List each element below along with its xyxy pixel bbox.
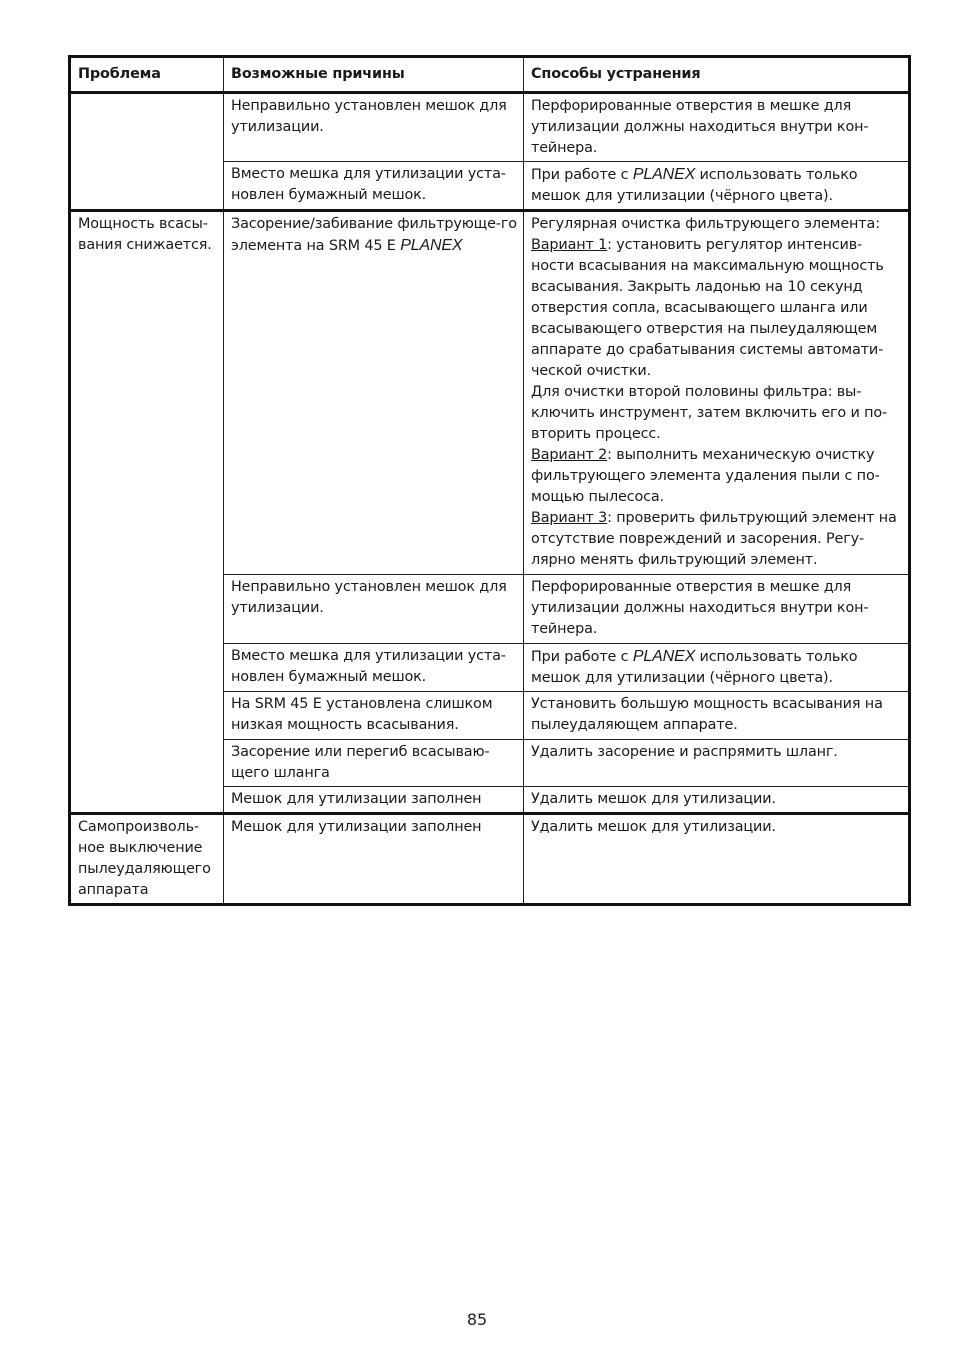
brand-planex: PLANEX [400,237,463,254]
brand-planex: PLANEX [632,166,696,183]
cause-cell: Неправильно установлен мешок для утилизации. [224,93,524,162]
page-number: 85 [466,1310,488,1329]
variant-3-text: : проверить фильтрующий элемент на отсутствие повреждений и засорения. Регу-лярно менять фильтрующий элемент. [531,510,897,568]
remedy-text-pre: При работе с [531,167,633,183]
cause-cell: Вместо мешка для утилизации уста-новлен бумажный мешок. [224,162,524,211]
variant-3 [531,508,904,571]
problem-cell: Мощность всасы-вания снижается. [70,211,224,814]
remedy-cell: Удалить мешок для утилизации. [524,814,910,905]
remedy-cell [524,644,910,692]
cause-cell: Вместо мешка для утилизации уста-новлен бумажный мешок. [224,644,524,692]
header-causes: Возможные причины [224,57,524,93]
cause-cell: Неправильно установлен мешок для утилизации. [224,575,524,644]
remedy-text-post: использовать только мешок для утилизации (чёрного цвета). [531,649,858,686]
problem-cell [70,93,224,211]
variant-2 [531,445,904,508]
remedy-cell: Перфорированные отверстия в мешке для утилизации должны находиться внутри кон-тейнера. [524,93,910,162]
header-problem: Проблема [70,57,224,93]
cause-cell [224,211,524,575]
problem-cell: Самопроизволь-ное выключение пылеудаляющего аппарата [70,814,224,905]
header-remedies: Способы устранения [524,57,910,93]
cause-text: Засорение/забивание фильтрующе-го элемента на SRM 45 E [231,216,517,254]
variant-1 [531,235,904,382]
table-row [70,814,910,905]
remedy-cell [524,162,910,211]
table-row [70,211,910,575]
remedy-cell: Удалить засорение и распрямить шланг. [524,740,910,787]
troubleshooting-table [68,55,911,906]
cause-cell: Мешок для утилизации заполнен [224,814,524,905]
group-bag-issues [70,93,910,211]
remedy-text-post: использовать только мешок для утилизации (чёрного цвета). [531,167,858,204]
variant-2-text: : выполнить механическую очистку фильтрующего элемента удаления пыли с по-мощью пылесоса. [531,447,880,505]
variant-3-label: Вариант 3 [531,510,608,526]
brand-planex: PLANEX [632,648,696,665]
second-half-instruction: Для очистки второй половины фильтра: вы-ключить инструмент, затем включить его и по-вторить процесс. [531,384,888,442]
remedy-intro: Регулярная очистка фильтрующего элемента: [531,216,880,232]
table-header-row [70,57,910,93]
group-spontaneous-shutdown [70,814,910,905]
remedy-cell: Перфорированные отверстия в мешке для утилизации должны находиться внутри кон-тейнера. [524,575,910,644]
remedy-cell: Установить большую мощность всасывания на пылеудаляющем аппарате. [524,692,910,740]
remedy-text-pre: При работе с [531,649,633,665]
cause-cell: На SRM 45 E установлена слишком низкая мощность всасывания. [224,692,524,740]
remedy-cell [524,211,910,575]
cause-cell: Засорение или перегиб всасываю-щего шланга [224,740,524,787]
variant-1-text: : установить регулятор интенсив-ности всасывания на максимальную мощность всасывания. Закрыть ладонью на 10 секунд отверстия сопла, всасывающего шланга или всасывающего отверстия на пылеудаляющем аппарате до срабатывания системы автомати-ческой очистки. [531,237,884,379]
variant-1-label: Вариант 1 [531,237,608,253]
table-row [70,93,910,162]
remedy-cell: Удалить мешок для утилизации. [524,787,910,814]
cause-cell: Мешок для утилизации заполнен [224,787,524,814]
group-suction-drops [70,211,910,814]
variant-2-label: Вариант 2 [531,447,608,463]
